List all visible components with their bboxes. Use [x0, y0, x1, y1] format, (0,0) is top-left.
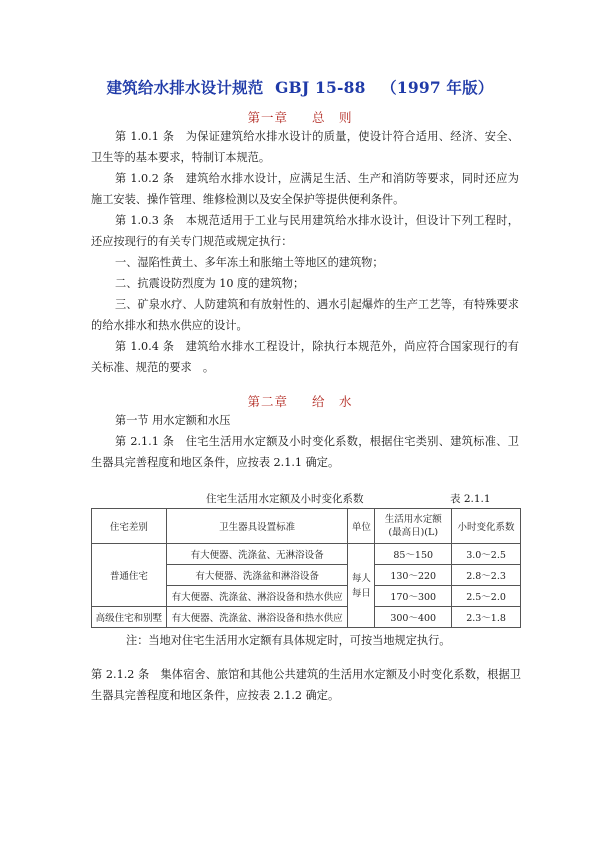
table-note: 注：当地对住宅生活用水定额有具体规定时，可按当地规定执行。 [126, 634, 451, 647]
chapter1-heading [0, 108, 600, 126]
unit-line2: 每日 [351, 587, 371, 599]
header-type: 住宅差别 [92, 509, 167, 544]
group-high-cell: 高级住宅和别墅 [92, 607, 167, 628]
water-quota-table [91, 508, 521, 628]
row3-fixtures: 有大便器、洗涤盆、淋浴设备和热水供应 [166, 586, 348, 607]
table-caption: 住宅生活用水定额及小时变化系数 [206, 493, 364, 505]
row3-coef: 2.5～2.0 [452, 586, 521, 607]
row4-fixtures: 有大便器、洗涤盆、淋浴设备和热水供应 [166, 607, 348, 628]
group-ordinary-cell: 普通住宅 [92, 544, 167, 607]
header-fixtures: 卫生器具设置标准 [166, 509, 348, 544]
clause-1-0-3-item3: 三、矿泉水疗、人防建筑和有放射性的、遇水引起爆炸的生产工艺等，有特殊要求的给水排水和热水供应的设计。 [91, 298, 519, 332]
row3-quota: 170～300 [375, 586, 452, 607]
header-coef: 小时变化系数 [452, 509, 521, 544]
clause-1-0-3-item1: 一、湿陷性黄土、多年冻土和胀缩土等地区的建筑物； [115, 256, 384, 269]
row4-coef: 2.3～1.8 [452, 607, 521, 628]
header-quota-line2: (最高日)(L) [388, 527, 439, 538]
document-title [0, 76, 600, 98]
clause-1-0-2: 第 1.0.2 条 建筑给水排水设计，应满足生活、生产和消防等要求，同时还应为施工安装、操作管理、维修检测以及安全保护等提供便利条件。 [91, 172, 519, 206]
chapter2-number: 第二章 [247, 394, 288, 409]
title-text: 建筑给水排水设计规范 [106, 78, 264, 97]
row1-fixtures: 有大便器、洗涤盆、无淋浴设备 [166, 544, 348, 565]
table-number: 表 2.1.1 [450, 493, 491, 505]
row1-coef: 3.0～2.5 [452, 544, 521, 565]
clause-1-0-4: 第 1.0.4 条 建筑给水排水工程设计，除执行本规范外，尚应符合国家现行的有关标准、规范的要求 。 [91, 340, 519, 374]
clause-1-0-3-item2: 二、抗震设防烈度为 10 度的建筑物； [115, 277, 305, 290]
unit-line1: 每人 [351, 572, 371, 584]
row2-fixtures: 有大便器、洗涤盆和淋浴设备 [166, 565, 348, 586]
table-header-row [92, 509, 521, 544]
table-row [92, 607, 521, 628]
table-row [92, 544, 521, 565]
clause-2-1-2: 第 2.1.2 条 集体宿舍、旅馆和其他公共建筑的生活用水定额及小时变化系数，根据卫生器具完善程度和地区条件，应按表 2.1.2 确定。 [91, 668, 521, 702]
clause-2-1-1: 第 2.1.1 条 住宅生活用水定额及小时变化系数，根据住宅类别、建筑标准、卫生器具完善程度和地区条件，应按表 2.1.1 确定。 [91, 435, 519, 469]
chapter2-name: 给 水 [312, 394, 353, 409]
unit-cell [348, 544, 375, 628]
chapter2-heading [0, 392, 600, 410]
title-version: （1997 年版） [381, 78, 494, 97]
row2-quota: 130～220 [375, 565, 452, 586]
chapter1-number: 第一章 [247, 110, 288, 125]
section-2-1-title: 第一节 用水定额和水压 [115, 414, 231, 427]
row2-coef: 2.8～2.3 [452, 565, 521, 586]
clause-1-0-1: 第 1.0.1 条 为保证建筑给水排水设计的质量，使设计符合适用、经济、安全、卫生等的基本要求，特制订本规范。 [91, 130, 519, 164]
row1-quota: 85～150 [375, 544, 452, 565]
title-code: GBJ 15-88 [275, 78, 366, 97]
clause-1-0-3: 第 1.0.3 条 本规范适用于工业与民用建筑给水排水设计，但设计下列工程时，还应按现行的有关专门规范或规定执行： [91, 214, 519, 248]
row4-quota: 300～400 [375, 607, 452, 628]
header-quota-line1: 生活用水定额 [384, 514, 442, 525]
header-quota [375, 509, 452, 544]
chapter1-name: 总 则 [312, 110, 353, 125]
header-unit: 单位 [348, 509, 375, 544]
